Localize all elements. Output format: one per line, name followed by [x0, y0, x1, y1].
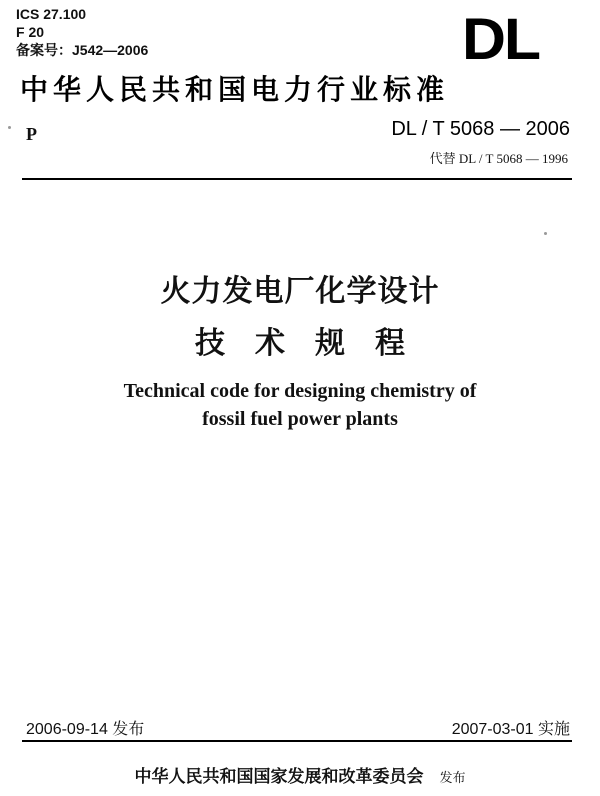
ics-code: ICS 27.100	[16, 6, 87, 22]
bottom-divider	[22, 740, 572, 742]
replaces-standard: 代替 DL / T 5068 — 1996	[429, 151, 568, 166]
classification-letter: P	[26, 124, 37, 144]
record-number: 备案号：J542—2006	[16, 42, 149, 58]
effective-date: 2007-03-01 实施	[451, 721, 570, 738]
scan-speck	[544, 232, 547, 235]
classification-code: F 20	[16, 24, 45, 40]
standard-number: DL / T 5068 — 2006	[391, 118, 570, 140]
title-en-line2: fossil fuel power plants	[202, 408, 398, 430]
issue-date: 2006-09-14 发布	[26, 721, 145, 738]
title-cn-line2: 技术规程	[195, 326, 435, 361]
standard-title: 中华人民共和国电力行业标准	[20, 73, 450, 106]
issuer-name: 中华人民共和国国家发展和改革委员会	[134, 767, 424, 787]
issuer-action: 发布	[439, 771, 466, 786]
title-en-line1: Technical code for designing chemistry of	[123, 380, 477, 402]
title-cn-line1: 火力发电厂化学设计	[160, 274, 440, 309]
scan-speck	[8, 126, 11, 129]
dl-logo: DL	[462, 7, 539, 72]
top-divider	[22, 178, 572, 180]
issuer-line	[0, 762, 600, 787]
